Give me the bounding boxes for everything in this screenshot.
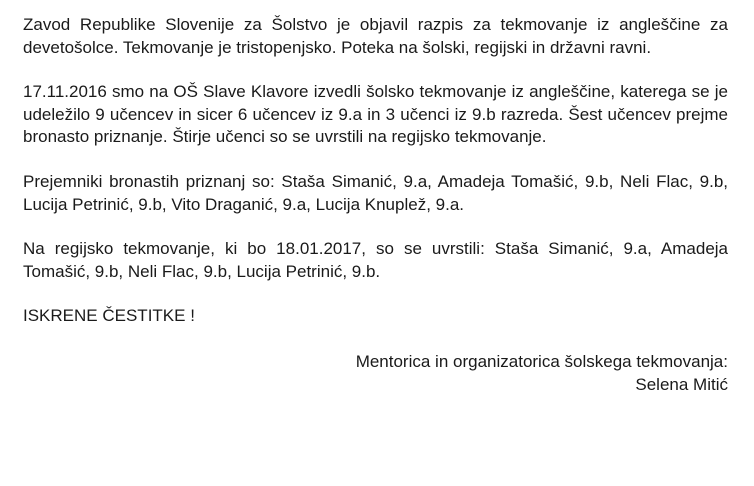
signature-block bbox=[23, 351, 728, 396]
document-body bbox=[23, 14, 728, 396]
paragraph-announcement: Zavod Republike Slovenije za Šolstvo je objavil razpis za tekmovanje iz angleščine za devetošolce. Tekmovanje je tristopenjsko. Poteka na šolski, regijski in državni ravni. bbox=[23, 15, 728, 57]
paragraph-regional-qualifiers: Na regijsko tekmovanje, ki bo 18.01.2017, so se uvrstili: Staša Simanić, 9.a, Amadeja Tomašić, 9.b, Neli Flac, 9.b, Lucija Petrinić, 9.b. bbox=[23, 239, 728, 281]
signature-name: Selena Mitić bbox=[635, 374, 728, 394]
paragraph-school-competition: 17.11.2016 smo na OŠ Slave Klavore izvedli šolsko tekmovanje iz angleščine, katerega se je udeležilo 9 učencev in sicer 6 učencev iz 9.a in 3 učenci iz 9.b razreda. Šest učencev prejme bronasto priznanje. Štirje učenci so se uvrstili na regijsko tekmovanje. bbox=[23, 82, 728, 147]
paragraph-bronze-recipients: Prejemniki bronastih priznanj so: Staša Simanić, 9.a, Amadeja Tomašić, 9.b, Neli Flac, 9.b, Lucija Petrinić, 9.b, Vito Draganić, 9.a, Lucija Knuplež, 9.a. bbox=[23, 171, 728, 214]
signature-role: Mentorica in organizatorica šolskega tekmovanja: bbox=[355, 351, 728, 371]
congratulations-text: ISKRENE ČESTITKE ! bbox=[23, 306, 195, 326]
